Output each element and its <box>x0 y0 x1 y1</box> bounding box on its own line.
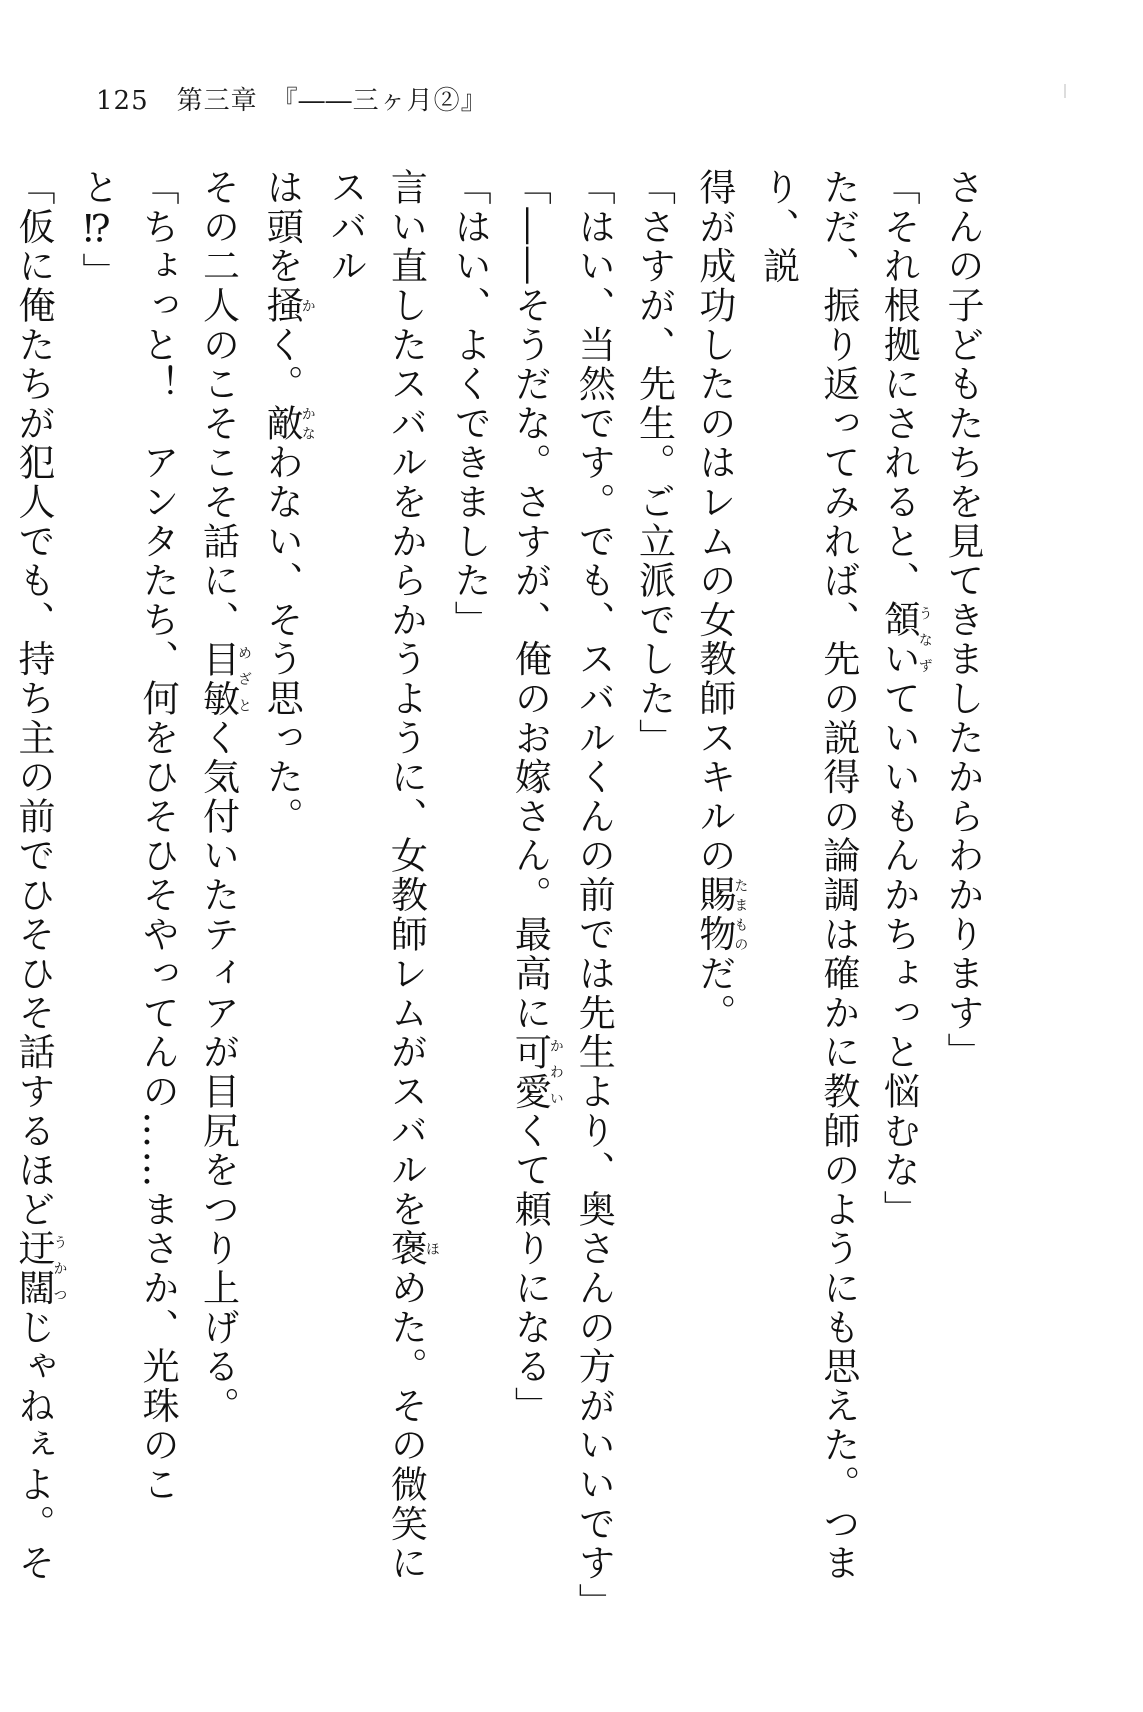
text-line: 「はい、当然です。でも、スバルくんの前では先生より、奥さんの方がいいです」 <box>572 168 616 1623</box>
text-line: 「それ根拠にされると、頷いうなずていいもんかちょっと悩むな」 <box>877 168 933 1230</box>
scan-speck <box>1064 84 1066 98</box>
text-line: は頭を掻かく。敵かなわない、そう思った。 <box>260 168 316 837</box>
text-line: 「仮に俺たちが犯人でも、持ち主の前でひそひそ話するほど迂闊うかつじゃねぇよ。そ <box>12 168 68 1583</box>
ruby-annotation: 敵かな <box>260 403 316 444</box>
page-number: 125 <box>96 86 149 116</box>
text-line: さんの子どもたちを見てきましたからわかります」 <box>941 168 984 1072</box>
text-line: 言い直したスバルをからかうように、女教師レムがスバルを褒ほめた。その微笑にスバル <box>324 168 440 1583</box>
text-line: ただ、振り返ってみれば、先の説得の論調は確かに教師のようにも思えた。つまり、説 <box>756 168 860 1583</box>
ruby-annotation: 掻か <box>260 285 316 326</box>
text-line: 「はい、よくできました」 <box>448 168 492 640</box>
text-line: 「さすが、先生。ご立派でした」 <box>632 168 676 758</box>
ruby-annotation: 目敏めざと <box>196 639 252 719</box>
running-header <box>96 80 488 117</box>
text-line: 「ちょっと！ アンタたち、何をひそひそやってんの……まさか、光珠のこと⁉」 <box>75 168 180 1505</box>
text-line: 得が成功したのはレムの女教師スキルの賜物たまものだ。 <box>692 168 749 1033</box>
text-line: 「――そうだな。さすが、俺のお嫁さん。最高に可愛かわいくて頼りになる」 <box>508 168 564 1426</box>
ruby-annotation: 可愛かわい <box>508 1032 564 1112</box>
ruby-annotation: 迂闊うかつ <box>12 1229 68 1308</box>
chapter-title: 第三章 『――三ヶ月②』 <box>176 86 488 116</box>
ruby-annotation: 賜物たまもの <box>692 875 749 955</box>
text-line: その二人のこそこそ話に、目敏めざとく気付いたティアが目尻をつり上げる。 <box>196 168 252 1426</box>
body-text <box>12 168 992 1623</box>
ruby-annotation: 褒ほ <box>384 1229 440 1269</box>
ruby-annotation: 頷いうなず <box>877 600 933 679</box>
